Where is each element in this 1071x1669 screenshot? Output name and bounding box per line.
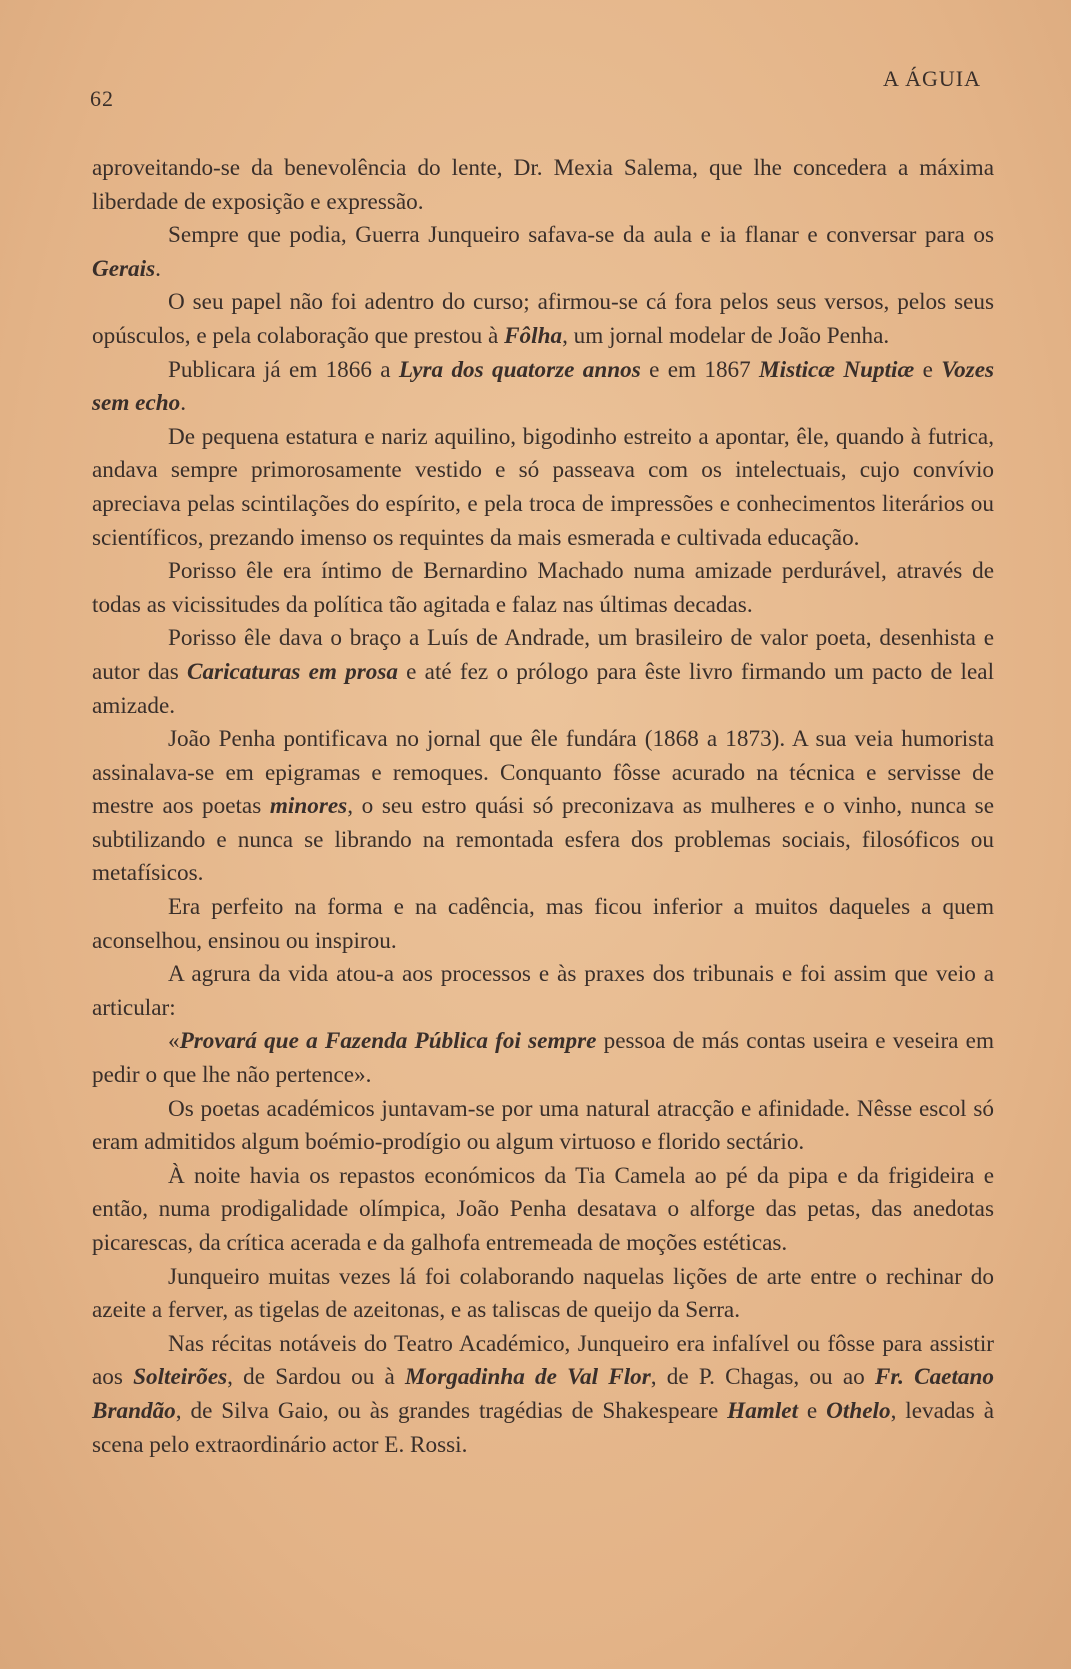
- running-title: A ÁGUIA: [882, 66, 981, 91]
- text-run: , o seu estro quási só preconizava as mulheres e o vinho, nunca se subtilizando e nunca se librando na remontada esfera dos problemas sociais, filosóficos ou metafísicos.: [92, 793, 994, 887]
- paragraph: [92, 421, 994, 555]
- italic-title: Gerais: [92, 255, 156, 282]
- text-run: Publicara já em 1866 a: [168, 356, 399, 383]
- paragraph: [92, 1025, 994, 1092]
- text-run: , levadas à scena pelo extraordinário actor E. Rossi.: [92, 1397, 995, 1458]
- italic-title: Provará que a Fazenda Pública foi sempre: [179, 1028, 597, 1055]
- paragraph: [92, 1328, 994, 1462]
- italic-title: Caricaturas em prosa: [186, 658, 398, 685]
- paragraph: [92, 1160, 994, 1261]
- paragraph: [92, 958, 994, 1025]
- italic-title: Morgadinha de Val Flor: [405, 1364, 651, 1391]
- paragraph: [92, 1093, 994, 1160]
- text-run: Porisso êle era íntimo de Bernardino Machado numa amizade perdurável, através de todas as vicissitudes da política tão agitada e falaz nas últimas decadas.: [92, 558, 994, 618]
- text-run: , de Sardou ou à: [227, 1364, 405, 1391]
- text-run: e: [798, 1397, 827, 1424]
- italic-title: Solteirões: [133, 1364, 228, 1391]
- italic-title: Lyra dos quatorze annos: [398, 356, 641, 383]
- text-run: e: [914, 356, 942, 383]
- page-number: 62: [90, 86, 114, 111]
- paragraph: [92, 622, 994, 723]
- paragraph: [92, 1261, 994, 1328]
- paragraph: [92, 555, 994, 622]
- italic-title: Hamlet: [727, 1397, 799, 1424]
- paragraph: [92, 286, 994, 353]
- text-run: , um jornal modelar de João Penha.: [562, 322, 890, 349]
- text-run: , de P. Chagas, ou ao: [650, 1364, 875, 1391]
- text-run: Nas récitas notáveis do Teatro Académico, Junqueiro era infalível ou fôsse para assistir aos: [92, 1330, 994, 1391]
- italic-title: minores: [269, 793, 348, 820]
- text-run: e até fez o prólogo para êste livro firmando um pacto de leal amizade.: [92, 658, 995, 719]
- paragraph: [92, 723, 994, 891]
- italic-title: Othelo: [826, 1397, 891, 1424]
- paragraph: [92, 354, 994, 421]
- text-run: Os poetas académicos juntavam-se por uma natural atracção e afinidade. Nêsse escol só eram admitidos algum boémio-prodígio ou algum virtuoso e florido sectário.: [92, 1095, 994, 1156]
- italic-title: Misticæ Nuptiæ: [759, 356, 915, 383]
- text-run: Sempre que podia, Guerra Junqueiro safava-se da aula e ia flanar e conversar para os: [168, 222, 994, 249]
- text-run: Era perfeito na forma e na cadência, mas ficou inferior a muitos daqueles a quem aconselhou, ensinou ou inspirou.: [92, 894, 994, 954]
- paragraph: [92, 891, 994, 958]
- italic-title: Fr. Caetano Brandão: [92, 1364, 994, 1424]
- body-text: [92, 152, 994, 1462]
- text-run: Porisso êle dava o braço a Luís de Andrade, um brasileiro de valor poeta, desenhista e autor das: [92, 625, 994, 685]
- text-run: .: [155, 255, 161, 282]
- text-run: aproveitando-se da benevolência do lente, Dr. Mexia Salema, que lhe concedera a máxima liberdade de exposição e expressão.: [92, 155, 994, 215]
- text-run: «: [168, 1028, 180, 1055]
- text-run: João Penha pontificava no jornal que êle fundára (1868 a 1873). A sua veia humorista assinalava-se em epigramas e remoques. Conquanto fôsse acurado na técnica e servisse de mestre aos poetas: [92, 726, 994, 820]
- text-run: À noite havia os repastos económicos da Tia Camela ao pé da pipa e da frigideira e então, numa prodigalidade olímpica, João Penha desatava o alforge das petas, das anedotas picarescas, da crítica acerada e da galhofa entremeada de moções estéticas.: [92, 1162, 994, 1256]
- italic-title: Fôlha: [504, 322, 563, 349]
- text-run: A agrura da vida atou-a aos processos e às praxes dos tribunais e foi assim que veio a articular:: [92, 961, 994, 1021]
- text-run: .: [180, 390, 187, 417]
- text-run: , de Silva Gaio, ou às grandes tragédias de Shakespeare: [175, 1397, 728, 1424]
- text-run: O seu papel não foi adentro do curso; afirmou-se cá fora pelos seus versos, pelos seus opúsculos, e pela colaboração que prestou à: [92, 289, 994, 349]
- italic-title: Vozes sem echo: [92, 356, 995, 417]
- text-run: Junqueiro muitas vezes lá foi colaborando naquelas lições de arte entre o rechinar do azeite a ferver, as tigelas de azeitonas, e as taliscas de queijo da Serra.: [92, 1263, 994, 1324]
- text-run: pessoa de más contas useira e veseira em pedir o que lhe não pertence».: [92, 1028, 994, 1089]
- text-run: De pequena estatura e nariz aquilino, bigodinho estreito a apontar, êle, quando à futrica, andava sempre primorosamente vestido e só passeava com os intelectuais, cujo convívio apreciava pelas scintilações do espírito, e pela troca de impressões e conhecimentos literários ou scientíficos, prezando imenso os requintes da mais esmerada e cultivada educação.: [92, 423, 994, 551]
- text-run: e em 1867: [640, 356, 760, 383]
- paragraph: [92, 152, 994, 219]
- paragraph: [92, 219, 994, 286]
